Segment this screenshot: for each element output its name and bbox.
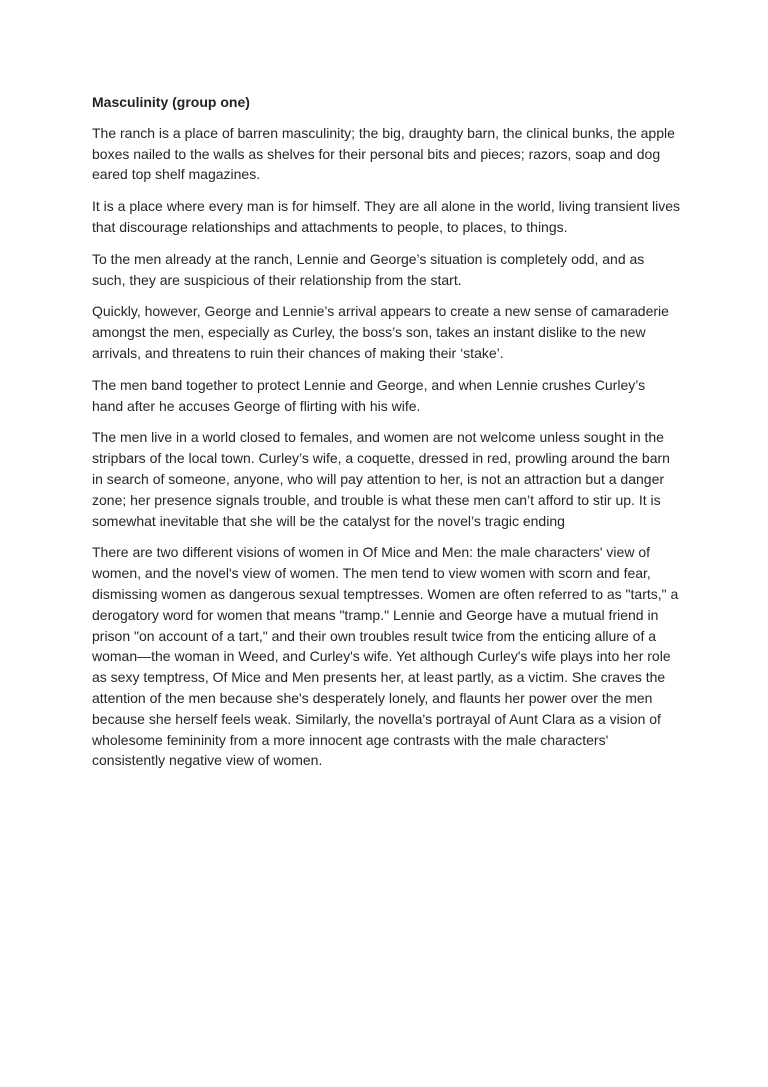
- paragraph-4: Quickly, however, George and Lennie’s arrival appears to create a new sense of camaraderie amongst the men, especially as Curley, the boss’s son, takes an instant dislike to the new arrivals, and threatens to ruin their chances of making their ‘stake’.: [92, 303, 669, 361]
- paragraph-1: The ranch is a place of barren masculinity; the big, draughty barn, the clinical bunks, the apple boxes nailed to the walls as shelves for their personal bits and pieces; razors, soap and dog eared top shelf magazines.: [92, 124, 675, 183]
- paragraph-3: To the men already at the ranch, Lennie and George’s situation is completely odd, and as such, they are suspicious of their relationship from the start.: [92, 250, 645, 288]
- paragraph-6: The men live in a world closed to females, and women are not welcome unless sought in the stripbars of the local town. Curley’s wife, a coquette, dressed in red, prowling around the barn in search of someone, anyone, who will pay attention to her, is not an attraction but a danger zone; her presence signals trouble, and trouble is what these men can’t afford to stir up. It is somewhat inevitable that she will be the catalyst for the novel’s tragic ending: [92, 429, 670, 529]
- document-body: [92, 92, 680, 782]
- paragraph-7: There are two different visions of women in Of Mice and Men: the male characters' view of women, and the novel's view of women. The men tend to view women with scorn and fear, dismissing women as dangerous sexual temptresses. Women are often referred to as "tarts," a derogatory word for women that means "tramp." Lennie and George have a mutual friend in prison "on account of a tart," and their own troubles result twice from the enticing allure of a woman—the woman in Weed, and Curley's wife. Yet although Curley's wife plays into her role as sexy temptress, Of Mice and Men presents her, at least partly, as a victim. She craves the attention of the men because she's desperately lonely, and flaunts her power over the men because she herself feels weak. Similarly, the novella's portrayal of Aunt Clara as a vision of wholesome femininity from a more innocent age contrasts with the male characters' consistently negative view of women.: [92, 544, 679, 769]
- paragraph-5: The men band together to protect Lennie and George, and when Lennie crushes Curley’s hand after he accuses George of flirting with his wife.: [92, 376, 646, 414]
- document-heading: Masculinity (group one): [92, 94, 250, 110]
- paragraph-2: It is a place where every man is for himself. They are all alone in the world, living transient lives that discourage relationships and attachments to people, to places, to things.: [92, 198, 681, 235]
